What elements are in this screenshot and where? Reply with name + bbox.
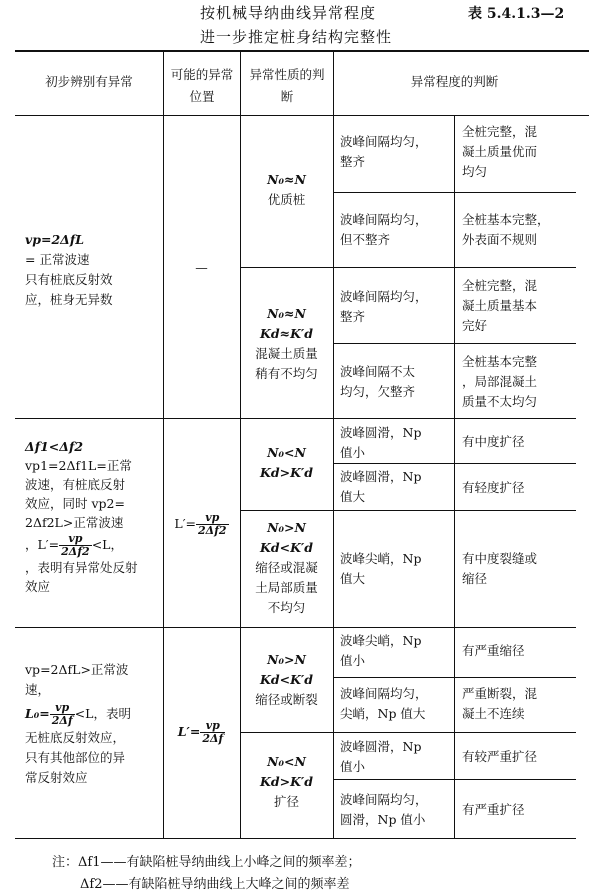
g3-desc-1-line: 值小 [340,653,366,668]
g1-desc-1 [340,132,452,172]
g1-result-3-line: 完好 [462,318,488,333]
g1-initial-line: 只有桩底反射效 [25,272,113,287]
g3-desc-3-line: 值小 [340,759,366,774]
g2-result-3-line: 有中度裂缝或 [462,551,538,566]
g1-nature-2-line: Kd≈K′d [260,326,313,341]
g1-nature-2-line: 稍有不均匀 [255,366,318,381]
rule-header [15,115,589,116]
g1-result-1-line: 全桩完整，混 [462,124,538,139]
g3-initial-frac-prefix: L₀= [25,706,50,721]
g3-initial-frac-line [25,700,163,728]
g3-nature-1 [240,650,333,710]
g2-initial-line: Δf1<Δf2 [25,439,84,454]
g2-result-3-line: 缩径 [462,571,488,586]
g2-result-1 [462,432,574,452]
g3-position-num: vp [200,720,225,733]
g3-nature-2 [240,752,333,812]
header-degree: 异常程度的判断 [410,74,499,89]
g2-initial-frac-num: vp [59,533,92,546]
g1-result-3 [462,276,574,336]
g3-result-4 [462,800,574,820]
g1-initial-line: = 正常波速 [25,252,90,267]
g2-position-den: 2Δf2 [198,524,227,537]
g1-result-1 [462,122,574,182]
g3-desc-4-line: 圆滑，Np 值小 [340,812,426,827]
g3-position [163,718,240,746]
g3-result-4-line: 有严重扩径 [462,802,525,817]
g2-desc-3-line: 值大 [340,571,366,586]
g3-result-2-line: 严重断裂，混 [462,686,538,701]
g1-desc-4-line: 波峰间隔不太 [340,364,416,379]
rule-g2-mid [240,510,576,511]
g2-position-fraction [196,512,229,537]
g1-desc-3-line: 波峰间隔均匀， [340,289,428,304]
g3-initial-frac-suffix: <L，表明 [74,706,131,721]
g1-result-1-line: 均匀 [462,164,488,179]
g3-initial-frac-den: 2Δf [51,714,73,727]
header-initial: 初步辨别有异常 [45,74,133,89]
g1-desc-4-line: 均匀，欠整齐 [340,384,416,399]
g3-nature-2-line: Kd>K′d [260,774,313,789]
g2-desc-3 [340,549,452,589]
g1-result-4-line: ，局部混凝土 [462,374,538,389]
g1-nature-2 [240,304,333,384]
g3-nature-1-line: Kd<K′d [260,672,313,687]
g3-position-fraction [200,720,225,745]
g2-initial-line: 效应，同时 vp2= [25,496,125,511]
g3-desc-2-line: 尖峭，Np 值大 [340,706,426,721]
g1-result-3-line: 凝土质量基本 [462,298,538,313]
g3-initial [25,660,163,788]
g3-desc-3-line: 波峰圆滑，Np [340,739,422,754]
g2-position [163,510,240,538]
g2-desc-1 [340,423,452,463]
g3-position-prefix: L′= [177,724,201,739]
g2-initial-frac-line [25,532,163,558]
g1-initial-line: vp=2ΔfL [25,232,85,247]
g1-nature-2-line: 混凝土质量 [255,346,318,361]
g3-nature-2-line: N₀<N [267,754,306,769]
g2-nature-2-line: 不均匀 [267,600,306,615]
g3-initial-line: 常反射效应 [25,770,88,785]
g1-desc-2 [340,210,452,250]
rule-top [15,50,589,52]
g2-nature-2 [240,518,333,618]
g2-nature-2-line: Kd<K′d [260,540,313,555]
g2-result-1-line: 有中度扩径 [462,434,525,449]
g1-nature-1 [240,170,333,210]
g1-result-3-line: 全桩完整，混 [462,278,538,293]
g2-desc-2 [340,467,452,507]
g1-desc-2-line: 但不整齐 [340,232,391,247]
g3-desc-1 [340,631,452,671]
g2-initial-frac-prefix: ，L′= [25,537,60,552]
rule-col-3 [333,51,334,838]
g3-initial-line: 只有其他部位的异 [25,750,126,765]
g1-desc-2-line: 波峰间隔均匀， [340,212,428,227]
g2-initial-line: 波速，有桩底反射 [25,477,126,492]
g2-position-num: vp [196,512,229,525]
g1-desc-3 [340,287,452,327]
rule-g1-mid [240,267,576,268]
note-1: 注：Δf1——有缺陷桩导纳曲线上小峰之间的频率差； [52,855,361,870]
g2-nature-1 [240,443,333,483]
g2-nature-2-line: 缩径或混凝 [255,560,318,575]
g3-initial-fraction [50,702,75,727]
g2-desc-2-line: 波峰圆滑，Np [340,469,422,484]
g2-initial-frac-suffix: <L， [91,537,123,552]
g3-nature-1-line: 缩径或断裂 [255,692,318,707]
rule-g3-mid [240,732,576,733]
g3-result-3 [462,747,574,767]
g2-nature-1-line: Kd>K′d [260,465,313,480]
g3-result-2-line: 凝土不连续 [462,706,525,721]
g3-desc-4 [340,790,452,830]
g2-initial-fraction [59,533,92,558]
g2-initial-line: 2Δf2L>正常波速 [25,515,124,530]
g2-initial-frac-den: 2Δf2 [61,545,90,558]
g3-result-1-line: 有严重缩径 [462,643,525,658]
g2-desc-2-line: 值大 [340,489,366,504]
g3-desc-3 [340,737,452,777]
g3-result-1 [462,641,574,661]
rule-g2-end [15,627,576,628]
g1-result-4-line: 质量不太均匀 [462,394,538,409]
g2-result-3 [462,549,574,589]
g1-position: — [195,260,208,275]
header-position: 可能的异常位置 [170,67,234,104]
g1-nature-1-line: N₀≈N [267,172,306,187]
g2-nature-2-line: 土局部质量 [255,580,318,595]
g3-nature-2-line: 扩径 [273,794,299,809]
note-2: Δf2——有缺陷桩导纳曲线上大峰之间的频率差 [80,877,350,892]
g1-desc-1-line: 整齐 [340,154,366,169]
g1-result-4 [462,352,574,412]
header-nature: 异常性质的判断 [249,67,325,104]
g3-position-den: 2Δf [202,732,224,745]
rule-g1-end [15,418,576,419]
g1-result-4-line: 全桩基本完整 [462,354,538,369]
g3-initial-line: 速， [25,682,51,697]
g1-result-1-line: 凝土质量优而 [462,144,538,159]
g1-initial-line: 应，桩身无异数 [25,292,113,307]
title-line-2: 进一步推定桩身结构完整性 [200,28,393,46]
g2-initial-line: ，表明有异常处反射 [25,560,138,575]
g2-desc-1-line: 值小 [340,445,366,460]
g2-result-2 [462,478,574,498]
g3-initial-line: vp=2ΔfL>正常波 [25,662,129,677]
g2-nature-1-line: N₀<N [267,445,306,460]
g3-initial-frac-num: vp [50,702,75,715]
g2-position-prefix: L′= [174,516,197,531]
g2-result-2-line: 有轻度扩径 [462,480,525,495]
g1-result-2-line: 外表面不规则 [462,232,538,247]
g1-nature-1-line: 优质桩 [267,192,306,207]
g2-initial-line: 效应 [25,579,51,594]
rule-col-4 [454,115,455,838]
rule-bottom [15,838,576,839]
g3-desc-2-line: 波峰间隔均匀， [340,686,428,701]
g1-initial [25,230,160,310]
g3-initial-line: 无桩底反射效应， [25,730,126,745]
g3-result-3-line: 有较严重扩径 [462,749,538,764]
g3-desc-4-line: 波峰间隔均匀， [340,792,428,807]
title-line-1: 按机械导纳曲线异常程度 [200,4,377,22]
g1-desc-1-line: 波峰间隔均匀， [340,134,428,149]
g3-desc-2 [340,684,452,724]
g1-result-2 [462,210,574,250]
g2-desc-3-line: 波峰尖峭，Np [340,551,422,566]
g2-initial [25,437,163,596]
g2-initial-line: vp1=2Δf1L=正常 [25,458,132,473]
g1-result-2-line: 全桩基本完整， [462,212,550,227]
table-number: 表 5.4.1.3—2 [468,6,565,22]
g1-desc-4 [340,362,452,402]
g3-desc-1-line: 波峰尖峭，Np [340,633,422,648]
g1-nature-2-line: N₀≈N [267,306,306,321]
g1-desc-3-line: 整齐 [340,309,366,324]
g2-nature-2-line: N₀>N [267,520,306,535]
g3-result-2 [462,684,574,724]
g2-desc-1-line: 波峰圆滑，Np [340,425,422,440]
g3-nature-1-line: N₀>N [267,652,306,667]
